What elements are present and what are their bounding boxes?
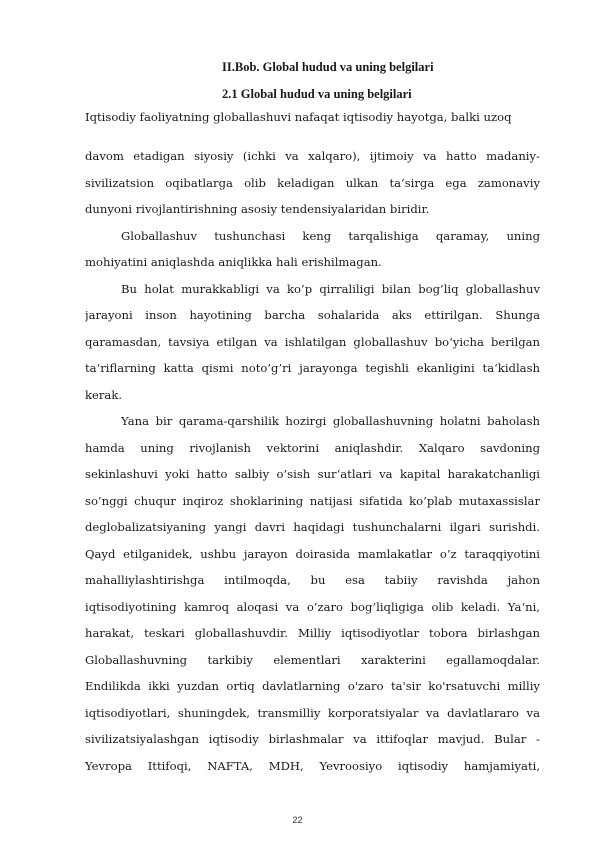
body-line: sivilizatsiyalashgan iqtisodiy birlashmalar va ittifoqlar mavjud. Bular - bbox=[85, 732, 540, 746]
body-line: Qayd etilganidek, ushbu jarayon doirasida mamlakatlar o’z taraqqiyotini bbox=[85, 547, 540, 561]
body-line: Globallashuv tushunchasi keng tarqalishiga qaramay, uning bbox=[121, 229, 540, 243]
body-line: mahalliylashtirishga intilmoqda, bu esa tabiiy ravishda jahon bbox=[85, 573, 540, 587]
body-line: Globallashuvning tarkibiy elementlari xarakterini egallamoqdalar. bbox=[85, 653, 540, 667]
body-line: deglobalizatsiyaning yangi davri haqidagi tushunchalarni ilgari surishdi. bbox=[85, 520, 540, 534]
body-line: ta‘riflarning katta qismi noto’g’ri jarayonga tegishli ekanligini ta‘kidlash bbox=[85, 361, 540, 375]
body-line: Bu holat murakkabligi va ko’p qirraliligi bilan bog’liq globallashuv bbox=[121, 282, 540, 296]
body-line: sekinlashuvi yoki hatto salbiy o’sish sur‘atlari va kapital harakatchanligi bbox=[85, 467, 540, 481]
body-line: mohiyatini aniqlashda aniqlikka hali erishilmagan. bbox=[85, 255, 382, 269]
body-line: Yana bir qarama-qarshilik hozirgi globallashuvning holatni baholash bbox=[121, 414, 540, 428]
body-line: Yevropa Ittifoqi, NAFTA, MDH, Yevroosiyo iqtisodiy hamjamiyati, bbox=[85, 759, 540, 773]
body-line: davom etadigan siyosiy (ichki va xalqaro), ijtimoiy va hatto madaniy- bbox=[85, 149, 540, 163]
body-line: so’nggi chuqur inqiroz shoklarining natijasi sifatida ko’plab mutaxassislar bbox=[85, 494, 540, 508]
body-line: jarayoni inson hayotining barcha sohalarida aks ettirilgan. Shunga bbox=[85, 308, 540, 322]
body-line: hamda uning rivojlanish vektorini aniqlashdir. Xalqaro savdoning bbox=[85, 441, 540, 455]
body-line: kerak. bbox=[85, 388, 123, 402]
body-line: qaramasdan, tavsiya etilgan va ishlatilgan globallashuv bo‘yicha berilgan bbox=[85, 335, 540, 349]
section-title: 2.1 Global hudud va uning belgilari bbox=[222, 87, 412, 101]
body-line: dunyoni rivojlantirishning asosiy tendensiyalaridan biridir. bbox=[85, 202, 430, 216]
body-line: harakat, teskari globallashuvdir. Milliy iqtisodiyotlar tobora birlashgan bbox=[85, 626, 540, 640]
body-line: Iqtisodiy faoliyatning globallashuvi nafaqat iqtisodiy hayotga, balki uzoq bbox=[85, 110, 512, 124]
body-line: iqtisodiyotining kamroq aloqasi va o’zaro bog’liqligiga olib keladi. Ya‘ni, bbox=[85, 600, 540, 614]
page-number: 22 bbox=[292, 815, 303, 825]
body-line: Endilikda ikki yuzdan ortiq davlatlarning o'zaro ta'sir ko'rsatuvchi milliy bbox=[85, 679, 540, 693]
chapter-title: II.Bob. Global hudud va uning belgilari bbox=[222, 60, 434, 74]
body-line: iqtisodiyotlari, shuningdek, transmilliy korporatsiyalar va davlatlararo va bbox=[85, 706, 540, 720]
body-line: sivilizatsion oqibatlarga olib keladigan ulkan ta‘sirga ega zamonaviy bbox=[85, 176, 540, 190]
